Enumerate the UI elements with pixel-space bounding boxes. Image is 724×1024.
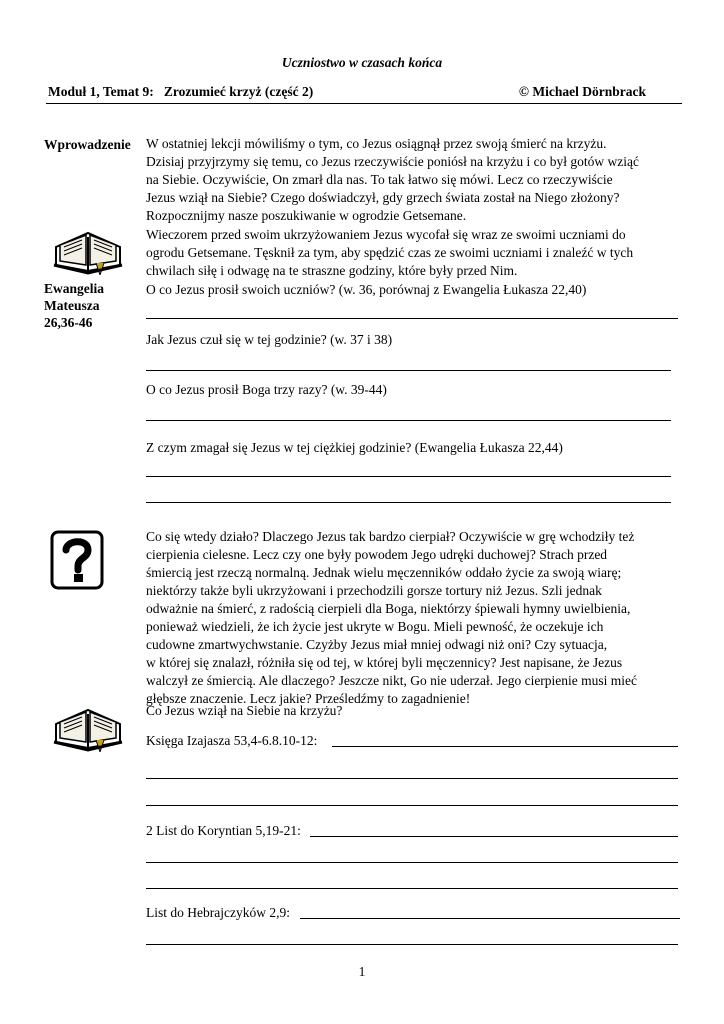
answer-line-corinthians[interactable] xyxy=(310,836,678,837)
text-line: cierpienia cielesne. Lecz czy one były powodem Jego udręki duchowej? Strach przed xyxy=(146,547,608,562)
answer-line-corinthians-2[interactable] xyxy=(146,862,678,863)
question-1: O co Jezus prosił swoich uczniów? (w. 36, porównaj z Ewangelia Łukasza 22,40) xyxy=(146,282,587,297)
intro-label: Wprowadzenie xyxy=(44,137,131,152)
answer-line-corinthians-3[interactable] xyxy=(146,888,678,889)
scripture-book-1: Ewangelia xyxy=(44,281,105,296)
text-line: Rozpocznijmy nasze poszukiwanie w ogrodzie Getsemane. xyxy=(146,208,467,223)
question-mark-icon xyxy=(50,530,104,595)
text-line: W ostatniej lekcji mówiliśmy o tym, co Jezus osiągnął przez swoją śmierć na krzyżu. xyxy=(146,136,607,151)
question-4: Z czym zmagał się Jezus w tej ciężkiej godzinie? (Ewangelia Łukasza 22,44) xyxy=(146,440,563,455)
answer-line-4b[interactable] xyxy=(146,502,671,503)
answer-line-2[interactable] xyxy=(146,370,671,371)
answer-line-4a[interactable] xyxy=(146,476,671,477)
scripture-reference xyxy=(44,280,104,331)
answer-line-isaiah[interactable] xyxy=(332,746,678,747)
text-line: chwilach siłę i odwagę na te straszne godziny, które były przed Nim. xyxy=(146,263,518,278)
text-line: cudowne zmartwychwstanie. Czyżby Jezus miał mniej odwagi niż oni? Czy sytuacja, xyxy=(146,637,608,652)
question-2: Jak Jezus czuł się w tej godzinie? (w. 37 i 38) xyxy=(146,332,393,347)
reflection-paragraph xyxy=(146,528,683,708)
document-title: Uczniostwo w czasach końca xyxy=(281,55,443,70)
gethsemane-paragraph xyxy=(146,226,683,280)
answer-line-1[interactable] xyxy=(146,318,678,319)
text-line: śmiercią jest rzeczą normalną. Jednak wielu męczenników oddało życie za swoją wiarę; xyxy=(146,565,622,580)
author-copyright: © Michael Dörnbrack xyxy=(518,84,646,99)
text-line: Dzisiaj przyjrzymy się temu, co Jezus rzeczywiście poniósł na krzyżu i co był gotów wziąć xyxy=(146,154,639,169)
reference-corinthians: 2 List do Koryntian 5,19-21: xyxy=(146,823,301,838)
answer-line-isaiah-3[interactable] xyxy=(146,805,678,806)
header-rule xyxy=(46,103,682,104)
text-line: głębsze znaczenie. Lecz jakie? Prześledźmy to zagadnienie! xyxy=(146,691,471,706)
scripture-book-2: Mateusza xyxy=(44,298,100,313)
question-3: O co Jezus prosił Boga trzy razy? (w. 39-44) xyxy=(146,382,387,397)
reference-isaiah: Księga Izajasza 53,4-6.8.10-12: xyxy=(146,733,318,748)
open-book-icon xyxy=(52,702,124,757)
text-line: na Siebie. Oczywiście, On zmarł dla nas. To tak łatwo się mówi. Lecz co rzeczywiście xyxy=(146,172,613,187)
answer-line-hebrews-2[interactable] xyxy=(146,944,678,945)
text-line: odważnie na śmierć, z radością cierpieli dla Boga, niektórzy śpiewali hymny uwielbienia, xyxy=(146,601,631,616)
intro-paragraph xyxy=(146,135,683,225)
page-number: 1 xyxy=(358,964,366,979)
text-line: walczył ze śmiercią. Ale dlaczego? Jeszcze nikt, Go nie uderzał. Jego cierpienie musi mieć xyxy=(146,673,638,688)
text-line: Jezus wziął na Siebie? Czego doświadczył, gdy grzech świata został na Niego złożony? xyxy=(146,190,620,205)
open-book-icon xyxy=(52,225,124,280)
answer-line-3[interactable] xyxy=(146,420,671,421)
text-line: niektórzy także byli ukrzyżowani i przechodzili gorsze tortury niż Jezus. Szli jednak xyxy=(146,583,602,598)
scripture-verses: 26,36-46 xyxy=(44,315,93,330)
answer-line-isaiah-2[interactable] xyxy=(146,778,678,779)
text-line: w której się znalazł, różniła się od tej, w której byli męczennicy? Jest napisane, że Jezus xyxy=(146,655,623,670)
text-line: ponieważ wiedzieli, że ich życie jest ukryte w Bogu. Mieli pewność, że oczekuje ich xyxy=(146,619,604,634)
question-5: Co Jezus wziął na Siebie na krzyżu? xyxy=(146,703,343,718)
text-line: Wieczorem przed swoim ukrzyżowaniem Jezus wycofał się wraz ze swoimi uczniami do xyxy=(146,227,626,242)
text-line: Co się wtedy działo? Dlaczego Jezus tak bardzo cierpiał? Oczywiście w grę wchodziły też xyxy=(146,529,635,544)
text-line: ogrodu Getsemane. Tęsknił za tym, aby spędzić czas ze swoimi uczniami i znaleźć w tych xyxy=(146,245,634,260)
module-topic-header: Moduł 1, Temat 9: Zrozumieć krzyż (część 2) xyxy=(48,84,314,99)
answer-line-hebrews[interactable] xyxy=(300,918,680,919)
reference-hebrews: List do Hebrajczyków 2,9: xyxy=(146,905,290,920)
